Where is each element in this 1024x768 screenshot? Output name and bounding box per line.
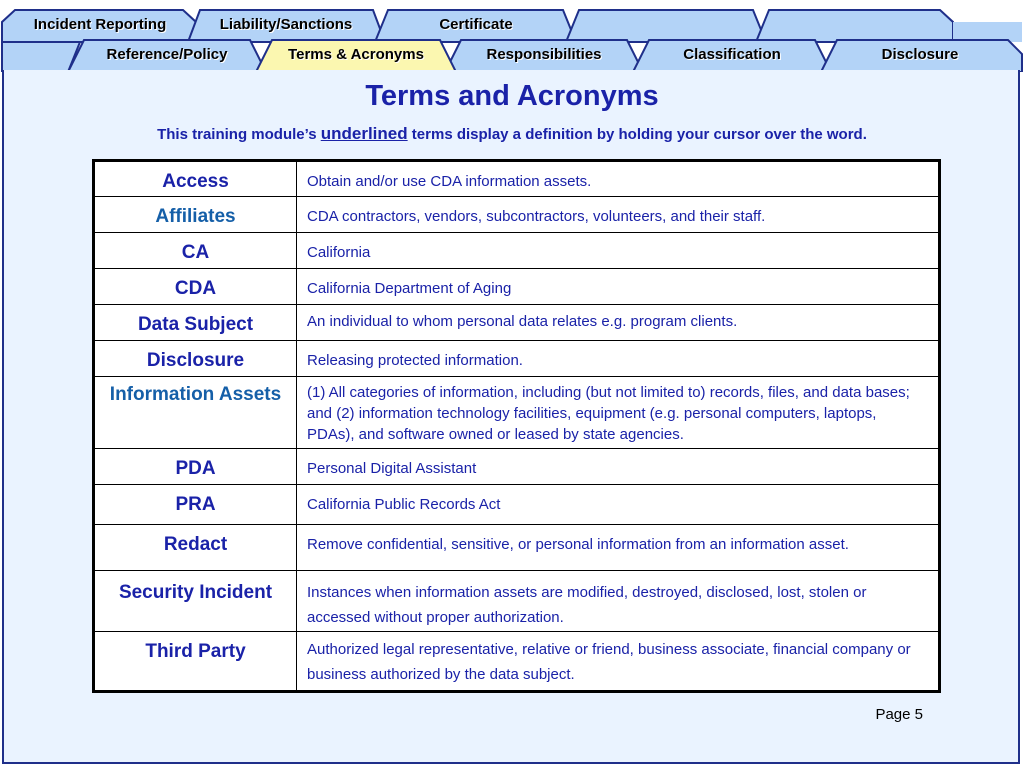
definition-cell: An individual to whom personal data relates e.g. program clients. [297, 305, 940, 341]
definition-cell: California [297, 233, 940, 269]
definition-cell: Releasing protected information. [297, 341, 940, 377]
term-cell: CDA [94, 269, 297, 305]
definition-cell: Remove confidential, sensitive, or personal information from an information asset. [297, 525, 940, 571]
table-row [94, 269, 940, 305]
definition-cell: Personal Digital Assistant [297, 449, 940, 485]
term-cell: Data Subject [94, 305, 297, 341]
tab-responsibilities[interactable]: Responsibilities [486, 46, 602, 63]
tab-terms-acronyms[interactable]: Terms & Acronyms [288, 46, 424, 63]
definition-cell: Obtain and/or use CDA information assets. [297, 161, 940, 197]
term-cell: Redact [94, 525, 297, 571]
table-row [94, 571, 940, 632]
term-cell: Security Incident [94, 571, 297, 632]
term-cell: PDA [94, 449, 297, 485]
definition-cell: California Department of Aging [297, 269, 940, 305]
definition-cell: (1) All categories of information, including (but not limited to) records, files, and data bases; and (2) information technology facilities, equipment (e.g. personal computers, laptops, PDAs), and software owned or leased by state agencies. [297, 377, 940, 449]
terms-table [92, 159, 941, 693]
tab-incident-reporting[interactable]: Incident Reporting [33, 16, 167, 33]
tab-reference-policy[interactable]: Reference/Policy [106, 46, 228, 63]
definition-cell: CDA contractors, vendors, subcontractors, volunteers, and their staff. [297, 197, 940, 233]
definition-cell: Authorized legal representative, relative or friend, business associate, financial company or business authorized by the data subject. [297, 632, 940, 692]
term-cell: Affiliates [94, 197, 297, 233]
page-title: Terms and Acronyms [365, 80, 659, 112]
subtitle-text-before: This training module’s [157, 126, 321, 143]
subtitle-text-after: terms display a definition by holding your cursor over the word. [407, 126, 867, 143]
table-row [94, 485, 940, 525]
page-subtitle [0, 124, 1024, 144]
tab-disclosure[interactable]: Disclosure [881, 46, 959, 63]
table-row [94, 233, 940, 269]
tab-liability-sanctions[interactable]: Liability/Sanctions [219, 16, 353, 33]
table-row [94, 341, 940, 377]
tab-empty-2[interactable] [770, 15, 942, 35]
definition-cell: Instances when information assets are modified, destroyed, disclosed, lost, stolen or accessed without proper authorization. [297, 571, 940, 632]
page-number: Page 5 [875, 706, 923, 723]
term-cell: Information Assets [94, 377, 297, 449]
subtitle-underlined-word: underlined [320, 124, 408, 143]
table-row [94, 449, 940, 485]
table-row [94, 632, 940, 692]
term-cell: Access [94, 161, 297, 197]
term-cell: Third Party [94, 632, 297, 692]
tab-empty-1[interactable] [580, 15, 752, 35]
tab-certificate[interactable]: Certificate [439, 16, 513, 33]
term-cell: PRA [94, 485, 297, 525]
term-cell: CA [94, 233, 297, 269]
term-cell: Disclosure [94, 341, 297, 377]
tab-bar [0, 0, 1024, 72]
table-row [94, 305, 940, 341]
tab-classification[interactable]: Classification [683, 46, 781, 63]
definition-cell: California Public Records Act [297, 485, 940, 525]
table-row [94, 377, 940, 449]
table-row [94, 525, 940, 571]
table-row [94, 197, 940, 233]
table-row [94, 161, 940, 197]
